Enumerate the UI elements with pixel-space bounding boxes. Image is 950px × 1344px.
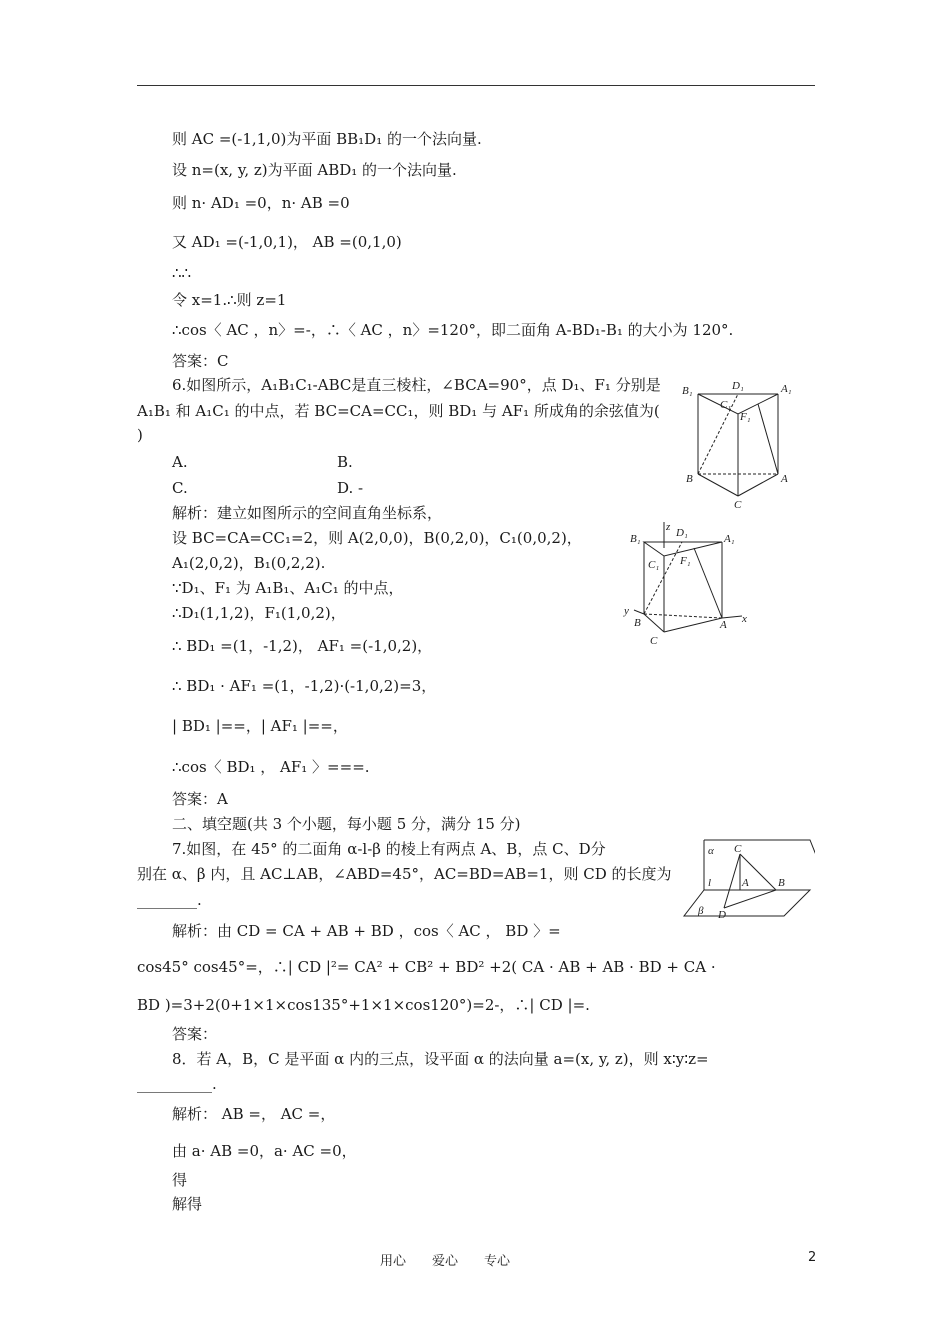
line-11: ) — [137, 426, 143, 444]
line-4: 又 AD₁ =(-1,0,1)， AB =(0,1,0) — [172, 233, 402, 251]
line-27: 解析：由 CD = CA + AB + BD ，cos〈 AC ， BD 〉= — [172, 922, 561, 940]
line-13: 解析：建立如图所示的空间直角坐标系， — [172, 504, 443, 522]
line-28: cos45° cos45°=，∴| CD |²= CA² + CB² + BD² +2( CA · AB + AB · BD + CA · — [137, 958, 716, 976]
header-rule — [137, 85, 815, 86]
line-10: A₁B₁ 和 A₁C₁ 的中点，若 BC=CA=CC₁，则 BD₁ 与 AF₁ 所成角的余弦值为( — [137, 402, 660, 420]
line-26: ________. — [137, 891, 202, 909]
line-14: 设 BC=CA=CC₁=2，则 A(2,0,0)，B(0,2,0)，C₁(0,0,2)， — [172, 529, 582, 547]
label-b: B — [686, 473, 693, 485]
label-c1: C₁ — [648, 559, 660, 571]
label-c: C — [734, 499, 742, 511]
footer-slogan: 用心 爱心 专心 — [380, 1254, 511, 1269]
label-c: C — [650, 635, 658, 647]
line-35: 得 — [172, 1171, 188, 1189]
label-a1: A₁ — [724, 533, 735, 545]
line-36: 解得 — [172, 1195, 203, 1213]
label-b1: B₁ — [682, 385, 693, 397]
label-l: l — [708, 877, 712, 889]
option-c: C. — [172, 479, 188, 497]
prism-figure — [680, 378, 800, 513]
label-alpha: α — [708, 845, 714, 857]
line-29: BD )=3+2(0+1×1×cos135°+1×1×cos120°)=2-，∴| CD |=. — [137, 996, 590, 1014]
line-31: 8．若 A，B，C 是平面 α 内的三点，设平面 α 的法向量 a=(x, y, z)，则 x∶y∶z= — [172, 1050, 709, 1068]
line-33: 解析： AB =， AC =， — [172, 1105, 336, 1123]
label-a1: A₁ — [781, 383, 792, 395]
line-30: 答案： — [172, 1025, 218, 1043]
line-21: ∴cos〈 BD₁ ， AF₁ 〉===. — [172, 758, 370, 776]
label-y: y — [624, 605, 629, 617]
line-5: ∴∴ — [172, 264, 192, 282]
line-23: 二、填空题(共 3 个小题，每小题 5 分，满分 15 分) — [172, 815, 521, 833]
option-b: B. — [337, 453, 353, 471]
line-22: 答案：A — [172, 790, 228, 808]
line-15: A₁(2,0,2)，B₁(0,2,2). — [172, 554, 326, 572]
label-d1: D₁ — [732, 380, 744, 392]
dihedral-figure — [680, 838, 815, 920]
line-25: 别在 α、β 内，且 AC⊥AB，∠ABD=45°，AC=BD=AB=1，则 CD 的长度为 — [137, 865, 672, 883]
label-a: A — [720, 619, 727, 631]
line-1: 则 AC =(-1,1,0)为平面 BB₁D₁ 的一个法向量. — [172, 130, 482, 148]
line-24: 7.如图，在 45° 的二面角 α-l-β 的棱上有两点 A、B，点 C、D分 — [172, 840, 606, 858]
label-b: B — [778, 877, 785, 889]
line-20: | BD₁ |==，| AF₁ |==， — [172, 717, 348, 735]
label-d1: D₁ — [676, 527, 688, 539]
label-b: B — [634, 617, 641, 629]
line-16: ∵D₁、F₁ 为 A₁B₁、A₁C₁ 的中点， — [172, 579, 404, 597]
option-a: A. — [172, 453, 188, 471]
line-32: __________. — [137, 1075, 217, 1093]
label-a: A — [781, 473, 788, 485]
label-f1: F₁ — [680, 555, 691, 567]
label-c1: C₁ — [720, 399, 732, 411]
label-x: x — [742, 613, 747, 625]
label-b1: B₁ — [630, 533, 641, 545]
line-6: 令 x=1.∴则 z=1 — [172, 291, 287, 309]
label-z: z — [666, 521, 671, 533]
label-d: D — [718, 909, 726, 920]
label-a: A — [742, 877, 749, 889]
line-3: 则 n· AD₁ =0，n· AB =0 — [172, 194, 350, 212]
line-9: 6.如图所示，A₁B₁C₁-ABC是直三棱柱，∠BCA=90°，点 D₁、F₁ 分别是 — [172, 376, 661, 394]
line-2: 设 n=(x, y, z)为平面 ABD₁ 的一个法向量. — [172, 161, 457, 179]
option-d: D. - — [337, 479, 364, 497]
label-c: C — [734, 843, 742, 855]
label-f1: F₁ — [740, 411, 751, 423]
line-17: ∴D₁(1,1,2)，F₁(1,0,2)， — [172, 604, 346, 622]
line-34: 由 a· AB =0，a· AC =0， — [172, 1142, 357, 1160]
line-18: ∴ BD₁ =(1，-1,2)， AF₁ =(-1,0,2)， — [172, 637, 433, 655]
label-beta: β — [698, 905, 704, 917]
line-19: ∴ BD₁ · AF₁ =(1，-1,2)·(-1,0,2)=3， — [172, 677, 437, 695]
coordinate-prism-figure — [620, 520, 755, 650]
page-number: 2 — [808, 1250, 817, 1265]
line-7: ∴cos〈 AC ，n〉=-，∴〈 AC ，n〉=120°，即二面角 A-BD₁-B₁ 的大小为 120°. — [172, 321, 734, 339]
line-8: 答案：C — [172, 352, 229, 370]
